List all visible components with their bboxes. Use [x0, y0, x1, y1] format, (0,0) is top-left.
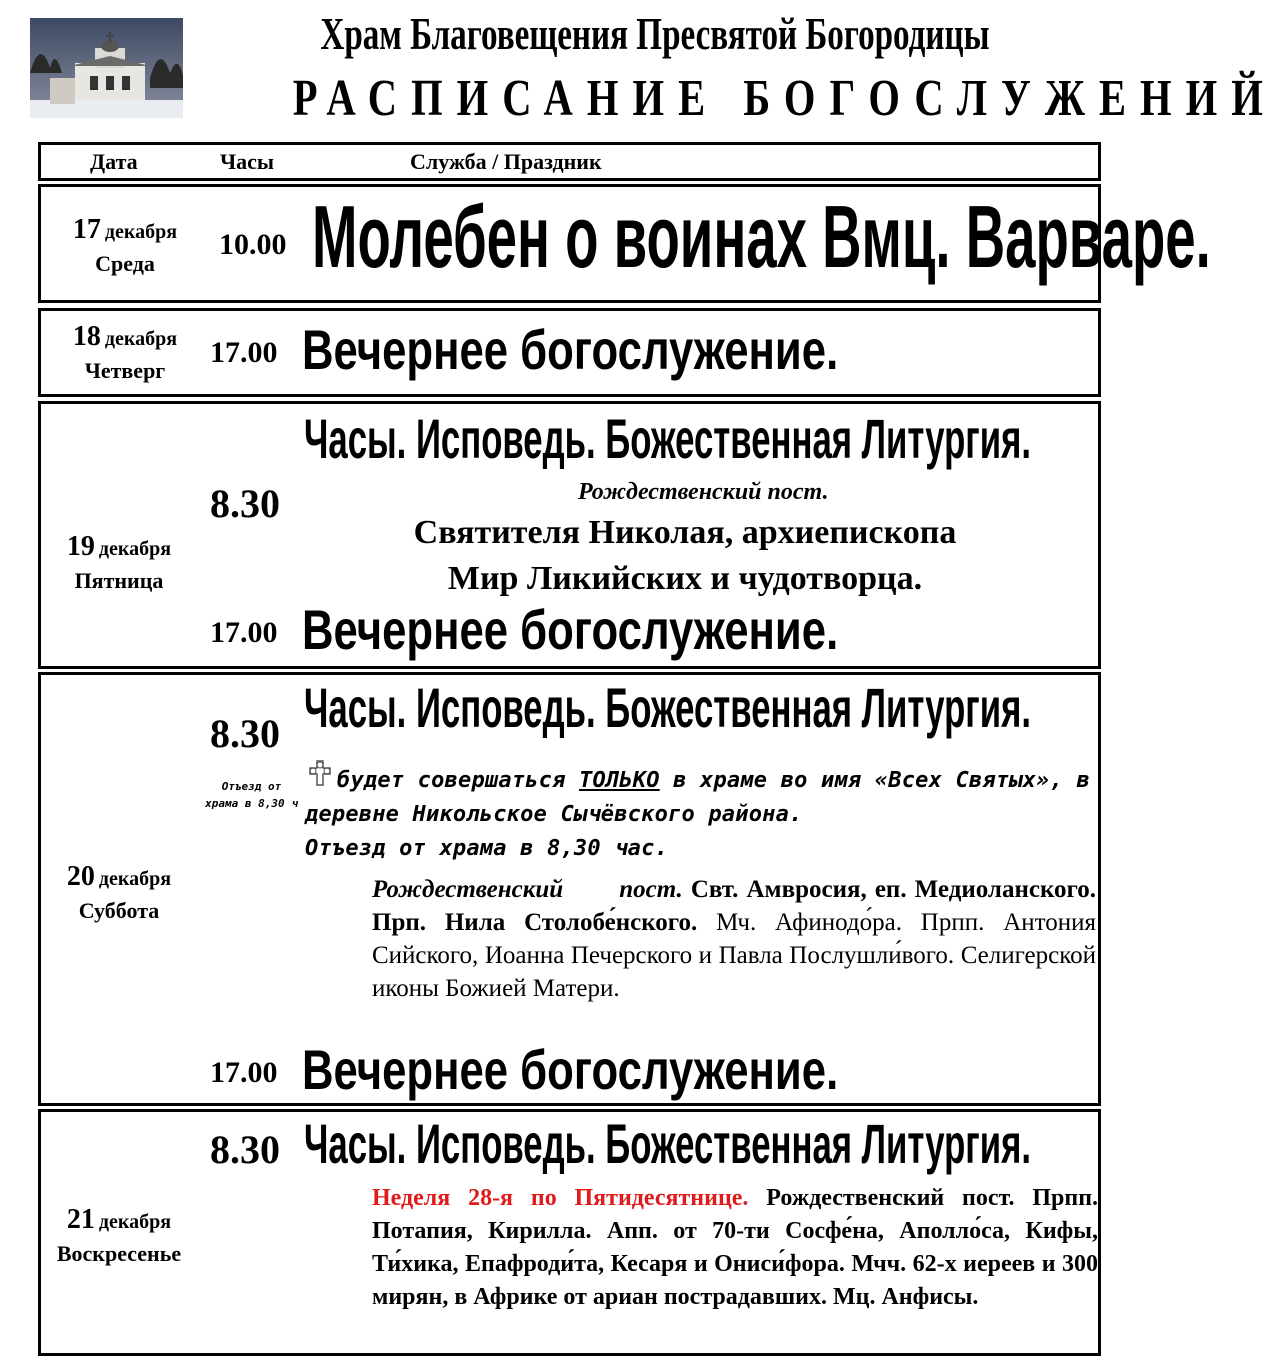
- time: 17.00: [210, 616, 278, 649]
- time: 17.00: [210, 1056, 278, 1089]
- fast-label: Рождественский пост.: [578, 479, 829, 505]
- service-title: Молебен о воинах Вмц. Варваре.: [312, 187, 1211, 286]
- date-weekday: Суббота: [78, 898, 160, 923]
- date-month: декабря: [104, 328, 178, 350]
- date-day: 19: [66, 531, 95, 562]
- date-weekday: Воскресенье: [56, 1241, 182, 1266]
- date-cell: [40, 322, 210, 386]
- sunday-label: Неделя 28-я по Пятидесятнице.: [372, 1185, 749, 1211]
- date-month: декабря: [98, 1211, 172, 1233]
- time: 17.00: [210, 336, 278, 369]
- column-date: Дата: [90, 149, 138, 174]
- date-month: декабря: [98, 868, 172, 890]
- service-title: Часы. Исповедь. Божественная Литургия.: [304, 1112, 1032, 1175]
- saints-bold: Свт. Амвросия, еп. Медиоланского. Прп. Нила Столобе́нского.: [372, 876, 1097, 936]
- saints-list: [372, 873, 1096, 1005]
- notice-part: в храме во имя «Всех Святых», в деревне Никольское Сычёвского района.: [305, 768, 1090, 827]
- date-day: 18: [72, 321, 101, 352]
- saints-list: [372, 1182, 1098, 1314]
- service-title: Вечернее богослужение.: [302, 318, 839, 381]
- saints-normal: Мч. Афинодо́ра. Прпп. Антония Сийского, Иоанна Печерского и Павла Послушли́вого. Селигерской иконы Божией Матери.: [372, 909, 1096, 1002]
- church-photo: [30, 18, 183, 118]
- time: 8.30: [210, 1127, 280, 1172]
- saint-line: Мир Ликийских и чудотворца.: [447, 560, 923, 597]
- date-day: 21: [66, 1204, 95, 1235]
- time: 8.30: [210, 481, 280, 526]
- departure-note-small: Отъезд от храма в 8,30 ч: [205, 780, 298, 810]
- notice-part: будет совершаться: [337, 768, 580, 793]
- notice-emphasis: ТОЛЬКО: [579, 768, 660, 793]
- saints-text: Рождественский пост. Прпп. Потапия, Кирилла. Апп. от 70-ти Сосфе́на, Аполло́са, Кифы, Ти́хика, Епафроди́та, Кесаря и Ониси́фора. Мчч. 62-х иереев и 300 мирян, в Африке от ариан пострадавших. Мц. Анфисы.: [372, 1185, 1099, 1310]
- date-weekday: Среда: [95, 251, 155, 276]
- notice-departure: Отъезд от храма в 8,30 час.: [305, 836, 669, 861]
- fast-label: Рождественский пост.: [372, 876, 683, 903]
- service-title: Вечернее богослужение.: [302, 598, 839, 661]
- column-hours: Часы: [220, 149, 275, 174]
- date-cell: [34, 1205, 204, 1269]
- page-title: Храм Благовещения Пресвятой Богородицы: [320, 8, 990, 59]
- service-title: Вечернее богослужение.: [302, 1038, 839, 1101]
- date-cell: [34, 532, 204, 596]
- date-cell: [34, 862, 204, 926]
- date-day: 17: [72, 214, 101, 245]
- saint-line: Святителя Николая, архиепископа: [413, 514, 957, 551]
- column-service: Служба / Праздник: [410, 149, 602, 174]
- service-title: Часы. Исповедь. Божественная Литургия.: [304, 676, 1032, 739]
- page-subtitle: РАСПИСАНИЕ БОГОСЛУЖЕНИЙ: [292, 70, 1277, 127]
- service-title: Часы. Исповедь. Божественная Литургия.: [304, 407, 1032, 470]
- notice-text: [305, 764, 1095, 866]
- date-month: декабря: [98, 538, 172, 560]
- date-weekday: Пятница: [74, 568, 164, 593]
- date-cell: [40, 215, 210, 279]
- date-weekday: Четверг: [84, 358, 166, 383]
- time: 10.00: [219, 228, 287, 261]
- date-day: 20: [66, 861, 95, 892]
- time: 8.30: [210, 711, 280, 756]
- date-month: декабря: [104, 221, 178, 243]
